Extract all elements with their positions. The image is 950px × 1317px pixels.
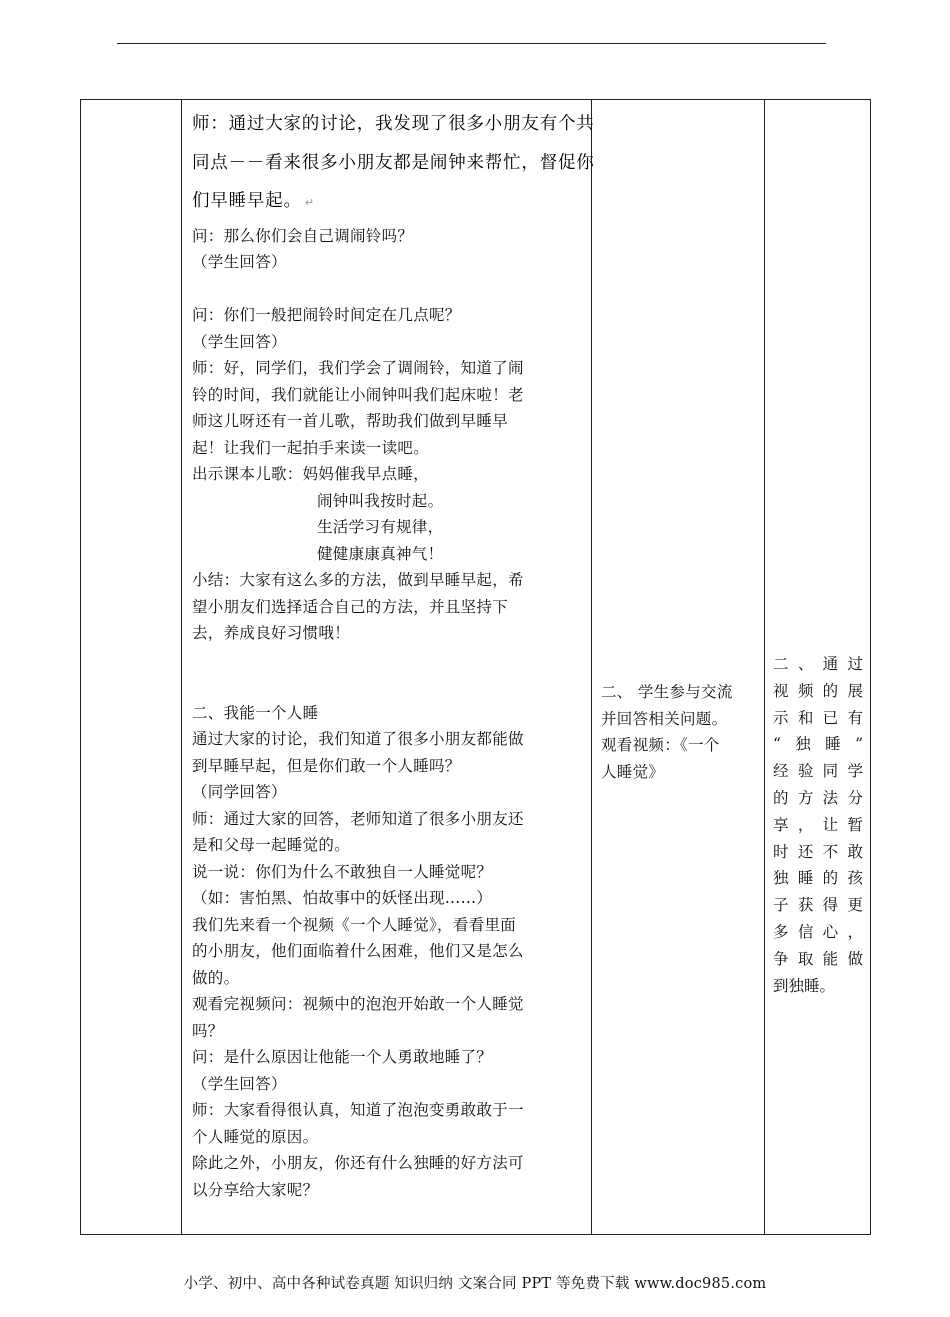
student-line: 观看视频：《一个 <box>601 736 720 754</box>
student-line: 人睡觉》 <box>601 762 665 781</box>
answer-line: （学生回答） <box>192 253 287 271</box>
goal-line: 示和已有 <box>773 708 863 727</box>
intro-line: 同点－－看来很多小朋友都是闹钟来帮忙，督促你 <box>192 152 595 173</box>
summary-line: 去，养成良好习惯哦！ <box>192 624 351 642</box>
intro-line: 师：通过大家的讨论，我发现了很多小朋友有个共 <box>192 114 595 134</box>
teacher-line: 个人睡觉的原因。 <box>192 1127 319 1146</box>
goal-line: 享，让暂 <box>773 815 863 834</box>
teacher-line: 的小朋友，他们面临着什么困难，他们又是怎么 <box>192 942 524 960</box>
blank-line <box>192 276 584 303</box>
teacher-line: 师这儿呀还有一首儿歌，帮助我们做到早睡早 <box>192 412 509 430</box>
teacher-line: 铃的时间，我们就能让小闹钟叫我们起床啦！老 <box>192 385 524 404</box>
poem-line: 生活学习有规律， <box>317 518 444 536</box>
poem-line: 健健康康真神气！ <box>317 544 444 563</box>
teacher-line: 做的。 <box>192 968 240 987</box>
teacher-line: 师：好，同学们，我们学会了调闹铃，知道了闹 <box>192 359 524 377</box>
goal-line: 争取能做 <box>773 949 863 968</box>
summary-line: 望小朋友们选择适合自己的方法，并且坚持下 <box>192 597 509 616</box>
teacher-activity-column <box>192 104 595 1203</box>
summary-line: 小结：大家有这么多的方法，做到早睡早起，希 <box>192 571 524 589</box>
goal-line: 独睡的孩 <box>773 869 863 888</box>
student-activity-column <box>601 679 761 785</box>
question-line: 问：那么你们会自己调闹铃吗？ <box>192 226 414 245</box>
teacher-line: 通过大家的讨论，我们知道了很多小朋友都能做 <box>192 730 524 748</box>
intro-line: 们早睡早起。 ↵ <box>192 191 315 211</box>
teacher-line: 起！让我们一起拍手来读一读吧。 <box>192 438 430 457</box>
goal-line: “独睡” <box>773 735 863 754</box>
goal-line: 经验同学 <box>773 762 863 781</box>
teacher-line: 除此之外，小朋友，你还有什么独睡的好方法可 <box>192 1154 524 1172</box>
teacher-line: 师：通过大家的回答，老师知道了很多小朋友还 <box>192 809 524 828</box>
goal-line: 到独睡。 <box>773 976 836 995</box>
teacher-line: （如：害怕黑、怕故事中的妖怪出现……） <box>192 889 493 907</box>
blank-line <box>192 647 584 700</box>
teacher-line: 观看完视频问：视频中的泡泡开始敢一个人睡觉 <box>192 995 524 1013</box>
question-line: 问：是什么原因让他能一个人勇敢地睡了？ <box>192 1048 493 1066</box>
poem-line: 闹钟叫我按时起。 <box>317 491 444 510</box>
column-divider-3 <box>764 99 765 1235</box>
answer-line: （学生回答） <box>192 332 287 351</box>
teacher-line: 以分享给大家呢？ <box>192 1180 319 1199</box>
teacher-line: 是和父母一起睡觉的。 <box>192 836 351 854</box>
goal-line: 二、通过 <box>773 655 863 673</box>
goal-line: 视频的展 <box>773 681 863 700</box>
poem-intro-line: 出示课本儿歌：妈妈催我早点睡， <box>192 465 430 483</box>
goal-line: 子获得更 <box>773 896 863 915</box>
goal-line: 时还不敢 <box>773 842 863 861</box>
column-divider-1 <box>181 99 182 1235</box>
teacher-line: 师：大家看得很认真，知道了泡泡变勇敢敢于一 <box>192 1101 524 1119</box>
teacher-line: 到早睡早起，但是你们敢一个人睡吗？ <box>192 756 461 775</box>
question-line: 问：你们一般把闹铃时间定在几点呢？ <box>192 306 461 324</box>
column-divider-2 <box>591 99 592 1235</box>
header-rule <box>117 43 826 44</box>
teacher-line: 说一说：你们为什么不敢独自一人睡觉呢？ <box>192 862 493 881</box>
student-line: 二、 学生参与交流 <box>601 683 733 701</box>
teacher-line: 我们先来看一个视频《一个人睡觉》，看看里面 <box>192 915 517 934</box>
section-heading: 二、我能一个人睡 <box>192 703 319 722</box>
design-intent-column <box>773 651 863 999</box>
answer-line: （同学回答） <box>192 783 287 801</box>
footer-text: 小学、初中、高中各种试卷真题 知识归纳 文案合同 PPT 等免费下载 www.doc985.com <box>183 1276 767 1292</box>
student-line: 并回答相关问题。 <box>601 709 728 728</box>
answer-line: （学生回答） <box>192 1074 287 1093</box>
teacher-line: 吗？ <box>192 1021 224 1040</box>
goal-line: 的方法分 <box>773 788 863 807</box>
return-mark-icon: ↵ <box>304 196 315 209</box>
goal-line: 多信心， <box>773 922 863 941</box>
